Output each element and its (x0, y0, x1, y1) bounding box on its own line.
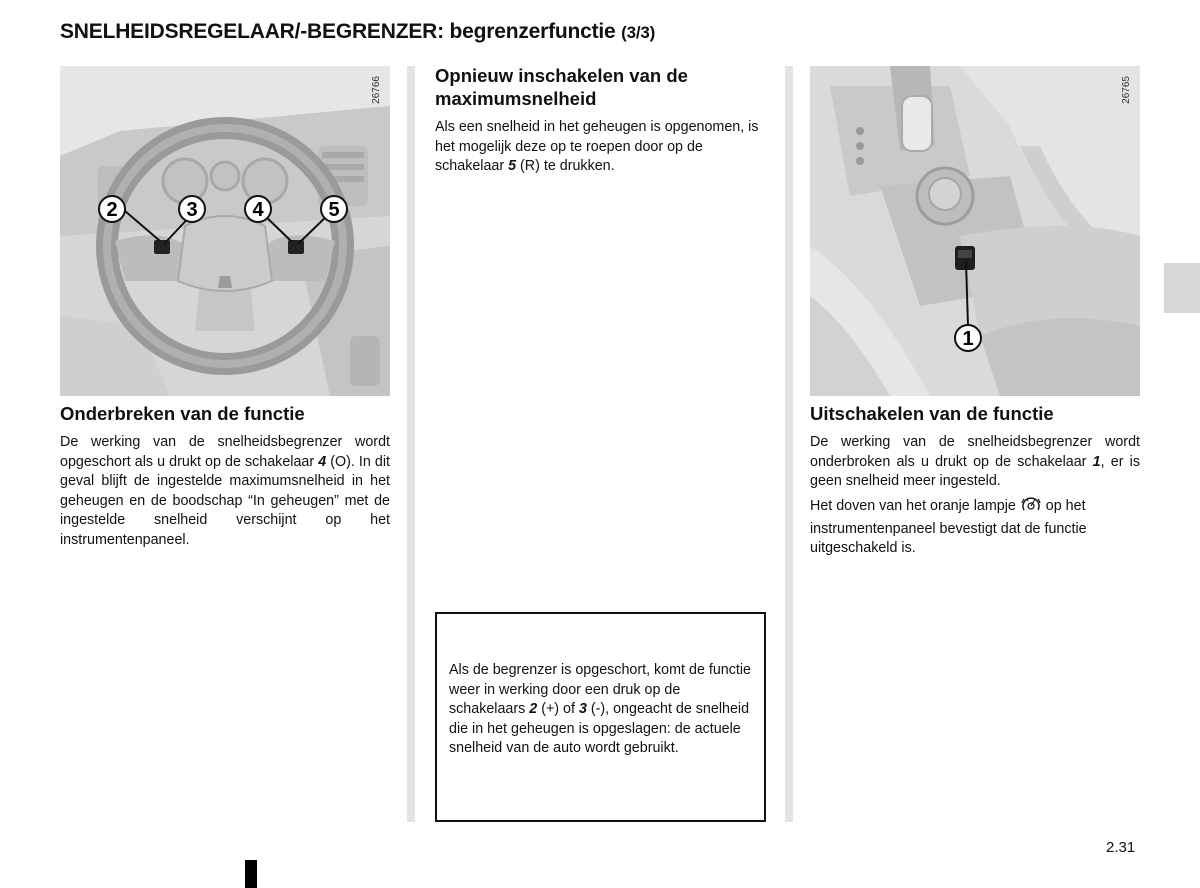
callout-4: 4 (252, 199, 264, 221)
text-segment: Het doven van het oranje lampje (810, 498, 1020, 514)
page-title (60, 20, 655, 44)
callout-2: 2 (106, 199, 118, 221)
console-switch-figure (810, 66, 1140, 396)
reactivate-paragraph (435, 118, 767, 177)
deactivate-paragraph-2 (810, 495, 1142, 559)
switch-ref: 3 (578, 701, 587, 717)
heading-line: Opnieuw inschakelen van de (435, 65, 688, 86)
note-text (449, 661, 754, 759)
steering-wheel-illustration (60, 66, 390, 396)
page-title-part: (3/3) (621, 23, 656, 42)
text-segment: Als de begrenzer is opgeschort, komt de functie weer in werking door een druk op de schakelaars (449, 662, 751, 717)
callout-3: 3 (186, 199, 198, 221)
callout-5: 5 (328, 199, 340, 221)
switch-ref: 4 (318, 453, 327, 470)
figure-code: 26765 (1121, 76, 1132, 104)
heading-line: maximumsnelheid (435, 88, 597, 109)
figure-code: 26766 (371, 76, 382, 104)
text-segment: De werking van de snelheidsbegrenzer wordt onderbroken als u drukt op de schakelaar (810, 434, 1140, 470)
text-segment: De werking van de snelheidsbegrenzer wordt opgeschort als u drukt op de schakelaar (60, 434, 390, 470)
column-divider-right (785, 66, 793, 822)
text-segment: (O). In dit geval blijft de ingestelde maximumsnelheid in het geheugen en de boodschap “In geheugen” met de ingestelde snelheid verschijnt op het instrumentenpaneel. (60, 453, 390, 548)
switch-ref: 2 (529, 701, 538, 717)
deactivate-paragraph-1 (810, 433, 1140, 492)
text-segment: Als een snelheid in het geheugen is opgenomen, is het mogelijk deze op te roepen door op de schakelaar (435, 119, 759, 174)
switch-ref: 1 (1092, 453, 1101, 470)
crop-mark (245, 860, 257, 888)
callout-1: 1 (962, 328, 974, 350)
section-heading-reactivate (435, 64, 775, 110)
switch-ref: 5 (508, 158, 517, 174)
section-heading-interrupt: Onderbreken van de functie (60, 403, 305, 424)
text-segment: op het instrumentenpaneel bevestigt dat de functie uitgeschakeld is. (810, 498, 1087, 556)
speed-limiter-warning-icon (1020, 495, 1042, 520)
text-segment: , er is geen snelheid meer ingesteld. (810, 453, 1140, 489)
steering-wheel-figure (60, 66, 390, 396)
text-segment: (-), ongeacht de snelheid die in het geheugen is opgeslagen: de actuele snelheid van de auto wordt gebruikt. (449, 701, 750, 756)
text-segment: (R) te drukken. (516, 158, 615, 174)
text-segment: (+) of (537, 701, 579, 717)
chapter-tab-marker (1164, 263, 1200, 313)
interrupt-paragraph (60, 433, 390, 550)
page-number: 2.31 (1106, 839, 1136, 856)
section-heading-deactivate: Uitschakelen van de functie (810, 403, 1054, 424)
console-illustration (810, 66, 1140, 396)
page-title-main: SNELHEIDSREGELAAR/-BEGRENZER: begrenzerfunctie (60, 20, 616, 43)
column-divider-left (407, 66, 415, 822)
note-box (435, 612, 766, 822)
